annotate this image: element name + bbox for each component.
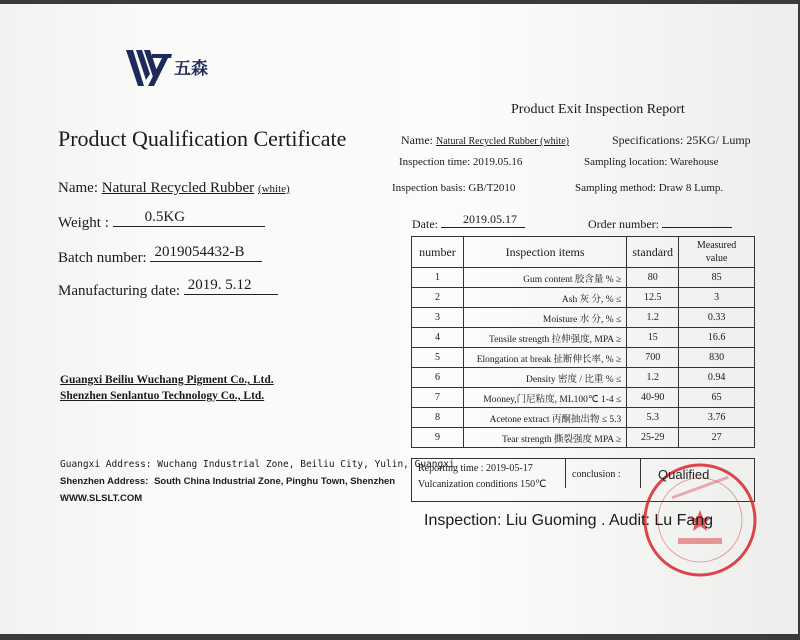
row-item: Density 密度 / 比重 % ≤ xyxy=(463,368,626,388)
certificate-title: Product Qualification Certificate xyxy=(58,126,347,151)
row-measured-value: 16.6 xyxy=(679,328,755,348)
row-standard: 80 xyxy=(627,268,679,288)
vulcanization-conditions: Vulcanization conditions 150℃ xyxy=(418,479,547,490)
company-name-guangxi: Guangxi Beiliu Wuchang Pigment Co., Ltd. xyxy=(60,374,274,386)
table-row xyxy=(412,408,755,428)
row-number: 6 xyxy=(412,368,464,388)
report-date-row xyxy=(412,213,525,232)
shenzhen-address: South China Industrial Zone, Pinghu Town, Shenzhen xyxy=(154,476,396,487)
row-standard: 15 xyxy=(627,328,679,348)
date-label: Date: xyxy=(412,217,438,231)
row-number: 3 xyxy=(412,308,464,328)
row-measured-value: 3 xyxy=(679,288,755,308)
name-suffix: (white) xyxy=(257,183,290,195)
specifications-row xyxy=(612,133,751,148)
shenzhen-address-label: Shenzhen Address: xyxy=(60,476,149,487)
weight-line xyxy=(113,209,265,227)
row-number: 5 xyxy=(412,348,464,368)
name-label: Name: xyxy=(58,180,98,196)
row-item: Mooney,门尼粘度, ML100℃ 1-4 ≤ xyxy=(463,388,626,408)
inspection-table xyxy=(411,236,755,448)
header-measured-line1: Measured xyxy=(696,240,737,251)
header-measured-line2: value xyxy=(705,253,728,264)
spec-label: Specifications: xyxy=(612,133,684,147)
row-measured-value: 0.33 xyxy=(679,308,755,328)
report-title: Product Exit Inspection Report xyxy=(511,102,685,117)
weight-row xyxy=(58,209,265,232)
order-number-row xyxy=(588,213,732,232)
row-number: 2 xyxy=(412,288,464,308)
row-number: 4 xyxy=(412,328,464,348)
row-standard: 1.2 xyxy=(627,308,679,328)
sampling-location: Sampling location: Warehouse xyxy=(584,156,719,168)
inspection-basis: Inspection basis: GB/T2010 xyxy=(392,182,516,194)
row-measured-value: 65 xyxy=(679,388,755,408)
manufacturing-line xyxy=(184,277,278,295)
report-name-value: Natural Recycled Rubber (white) xyxy=(436,136,570,147)
manufacturing-value: 2019. 5.12 xyxy=(187,277,252,293)
date-line xyxy=(441,213,525,228)
batch-label: Batch number: xyxy=(58,250,147,266)
inspection-time: Inspection time: 2019.05.16 xyxy=(399,156,523,168)
report-name-row xyxy=(401,133,569,148)
signature-line: Inspection: Liu Guoming . Audit: Lu Fang xyxy=(424,512,714,529)
website-text: WWW.SLSLT.COM xyxy=(60,493,143,504)
row-item: Tear strength 撕裂强度 MPA ≥ xyxy=(463,428,626,448)
reporting-time: Reporting time : 2019-05-17 xyxy=(418,463,533,474)
table-row xyxy=(412,268,755,288)
header-measured xyxy=(679,237,755,268)
row-item: Tensile strength 拉伸强度, MPA ≥ xyxy=(463,328,626,348)
conclusion-value: Qualified xyxy=(658,467,710,482)
row-number: 9 xyxy=(412,428,464,448)
row-item: Ash 灰 分, % ≤ xyxy=(463,288,626,308)
table-row xyxy=(412,308,755,328)
order-label: Order number: xyxy=(588,217,659,231)
row-measured-value: 27 xyxy=(679,428,755,448)
table-row xyxy=(412,288,755,308)
table-row xyxy=(412,388,755,408)
table-row xyxy=(412,348,755,368)
website xyxy=(60,493,142,504)
row-measured-value: 830 xyxy=(679,348,755,368)
logo-text: 五森 xyxy=(174,59,208,79)
shenzhen-address-row xyxy=(60,476,395,487)
table-row xyxy=(412,368,755,388)
certificate-sheet xyxy=(0,4,798,634)
header-items: Inspection items xyxy=(463,237,626,268)
company-logo xyxy=(124,44,224,92)
conclusion-label: conclusion : xyxy=(572,469,621,480)
weight-label: Weight : xyxy=(58,215,109,231)
name-value: Natural Recycled Rubber xyxy=(101,180,255,196)
row-item: Acetone extract 丙酮抽出物 ≤ 5.3 xyxy=(463,408,626,428)
wusen-logo-mark-icon xyxy=(124,44,174,92)
order-line xyxy=(662,213,732,228)
date-value: 2019.05.17 xyxy=(463,212,517,226)
sampling-method: Sampling method: Draw 8 Lump. xyxy=(575,182,724,194)
batch-line xyxy=(150,244,262,262)
spec-value: 25KG/ Lump xyxy=(686,133,751,147)
table-row xyxy=(412,328,755,348)
batch-row xyxy=(58,244,262,267)
row-measured-value: 3.76 xyxy=(679,408,755,428)
row-standard: 1.2 xyxy=(627,368,679,388)
header-number: number xyxy=(412,237,464,268)
row-item: Elongation at break 扯断伸长率, % ≥ xyxy=(463,348,626,368)
batch-value: 2019054432-B xyxy=(154,244,245,260)
company-name-shenzhen: Shenzhen Senlantuo Technology Co., Ltd. xyxy=(60,390,265,402)
table-row xyxy=(412,428,755,448)
row-item: Gum content 胶含量 % ≥ xyxy=(463,268,626,288)
row-standard: 700 xyxy=(627,348,679,368)
header-standard: standard xyxy=(627,237,679,268)
inspection-table-body xyxy=(412,268,755,448)
guangxi-address: Guangxi Address: Wuchang Industrial Zone, Beiliu City, Yulin, Guangxi xyxy=(60,459,455,470)
report-name-label: Name: xyxy=(401,133,433,147)
row-measured-value: 0.94 xyxy=(679,368,755,388)
row-standard: 5.3 xyxy=(627,408,679,428)
row-standard: 40-90 xyxy=(627,388,679,408)
table-header-row xyxy=(412,237,755,268)
manufacturing-label: Manufacturing date: xyxy=(58,283,181,299)
manufacturing-row xyxy=(58,277,278,300)
row-number: 1 xyxy=(412,268,464,288)
row-standard: 25-29 xyxy=(627,428,679,448)
row-number: 7 xyxy=(412,388,464,408)
weight-value: 0.5KG xyxy=(144,209,186,225)
footer-divider-left xyxy=(565,458,566,488)
row-item: Moisture 水 分, % ≤ xyxy=(463,308,626,328)
row-measured-value: 85 xyxy=(679,268,755,288)
row-standard: 12.5 xyxy=(627,288,679,308)
product-name-row xyxy=(58,180,290,197)
row-number: 8 xyxy=(412,408,464,428)
